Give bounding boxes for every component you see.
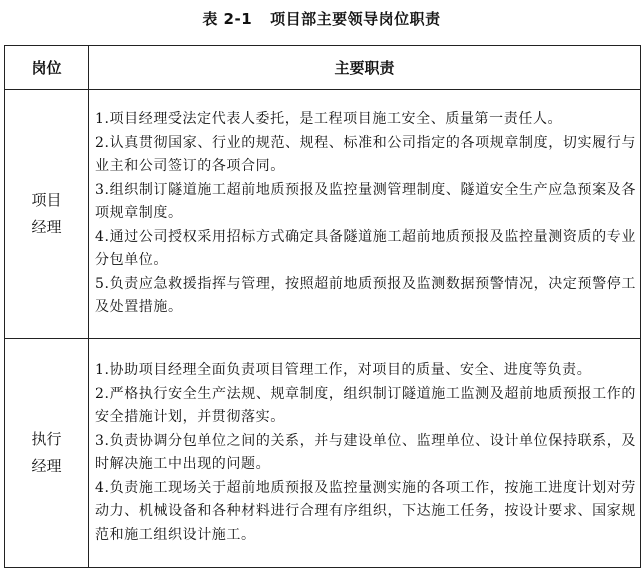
duty-item: 2.严格执行安全生产法规、规章制度，组织制订隧道施工监测及超前地质预报工作的安全措施计划，并贯彻落实。	[95, 385, 636, 425]
duty-item: 3.负责协调分包单位之间的关系，并与建设单位、监理单位、设计单位保持联系，及时解决施工中出现的问题。	[95, 432, 636, 472]
table-title: 项目部主要领导岗位职责	[270, 10, 441, 28]
duty-item: 2.认真贯彻国家、行业的规范、规程、标准和公司指定的各项规章制度，切实履行与业主和公司签订的各项合同。	[95, 134, 636, 175]
position-name-line: 项目	[31, 191, 62, 209]
position-name-line: 执行	[31, 430, 62, 448]
duty-item: 1.项目经理受法定代表人委托，是工程项目施工安全、质量第一责任人。	[95, 111, 563, 128]
duty-table	[4, 45, 641, 568]
duty-item: 4.负责施工现场关于超前地质预报及监控量测实施的各项工作，按施工进度计划对劳动力、机械设备和各种材料进行合理有序组织，下达施工任务，按设计要求、国家规范和施工组织设计施工。	[95, 479, 636, 543]
table-row	[5, 90, 641, 339]
duties-cell	[89, 90, 641, 339]
position-name-line: 经理	[31, 457, 62, 475]
position-cell	[5, 339, 89, 568]
duties-cell	[89, 339, 641, 568]
header-row	[5, 46, 641, 90]
table-row	[5, 339, 641, 568]
position-name-line: 经理	[31, 218, 62, 236]
position-cell	[5, 90, 89, 339]
table-caption	[0, 8, 643, 29]
header-position: 岗位	[5, 46, 89, 90]
duty-item: 3.组织制订隧道施工超前地质预报及监控量测管理制度、隧道安全生产应急预案及各项规章制度。	[95, 181, 636, 222]
duty-item: 4.通过公司授权采用招标方式确定具备隧道施工超前地质预报及监控量测资质的专业分包单位。	[95, 228, 636, 269]
duty-item: 5.负责应急救援指挥与管理，按照超前地质预报及监测数据预警情况，决定预警停工及处置措施。	[95, 275, 636, 316]
table-number: 表 2-1	[202, 10, 253, 28]
header-duties: 主要职责	[89, 46, 641, 90]
duty-item: 1.协助项目经理全面负责项目管理工作，对项目的质量、安全、进度等负责。	[95, 362, 592, 378]
